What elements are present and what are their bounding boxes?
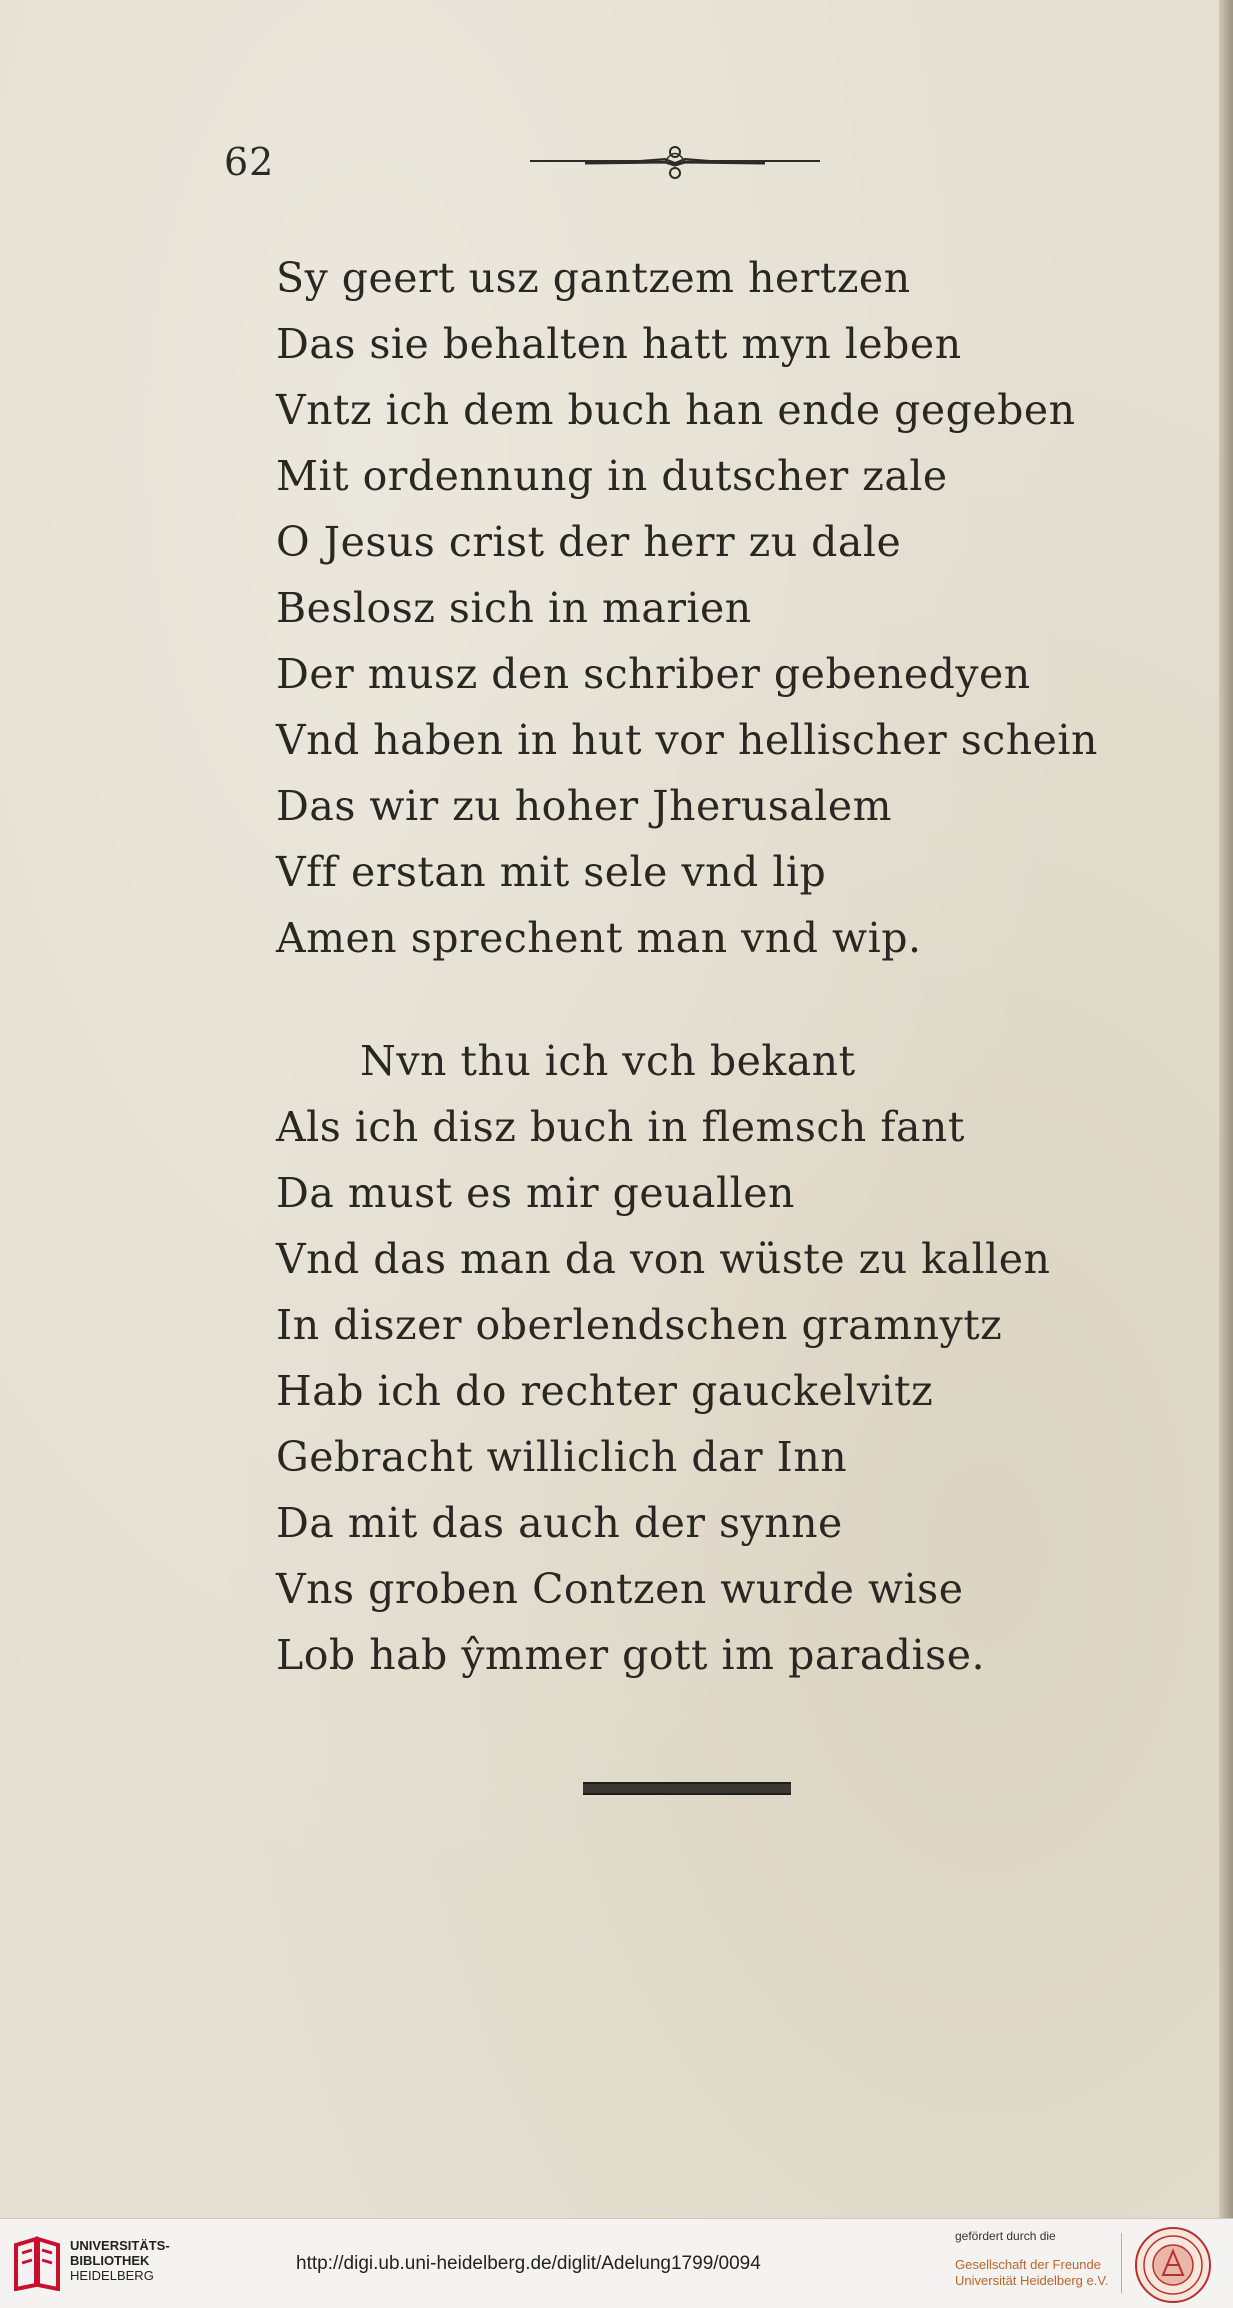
page-edge: [1219, 0, 1233, 2218]
verse-line: Amen sprechent man vnd wip.: [276, 914, 922, 962]
verse-line: Vff erstan mit sele vnd lip: [276, 848, 827, 896]
sponsor-line1: Gesellschaft der Freunde: [955, 2257, 1101, 2272]
verse-line: Vns groben Contzen wurde wise: [276, 1565, 964, 1613]
verse-line: Lob hab ŷmmer gott im paradise.: [276, 1631, 985, 1679]
verse-line: Da mit das auch der synne: [276, 1499, 843, 1547]
sponsor-line2: Universität Heidelberg e.V.: [955, 2273, 1109, 2288]
library-name-line3: HEIDELBERG: [70, 2268, 154, 2283]
scroll-ornament-icon: [525, 140, 825, 190]
verse-line: Hab ich do rechter gauckelvitz: [276, 1367, 934, 1415]
digitization-footer: [0, 2218, 1233, 2308]
verse-line: Der musz den schriber gebenedyen: [276, 650, 1031, 698]
footer-divider: [1121, 2233, 1122, 2293]
sponsor-name[interactable]: [955, 2257, 1108, 2289]
page-number: 62: [224, 140, 275, 184]
verse-line: Das wir zu hoher Jherusalem: [276, 782, 893, 830]
permalink-url[interactable]: http://digi.ub.uni-heidelberg.de/diglit/Adelung1799/0094: [296, 2253, 761, 2274]
sponsor-label: gefördert durch die: [955, 2229, 1056, 2243]
verse-line: Vnd das man da von wüste zu kallen: [276, 1235, 1051, 1283]
verse-line: Das sie behalten hatt myn leben: [276, 320, 962, 368]
verse-line: Gebracht williclich dar Inn: [276, 1433, 848, 1481]
verse-line: Vntz ich dem buch han ende gegeben: [276, 386, 1076, 434]
university-seal-icon: [1133, 2225, 1213, 2305]
verse-stanza-1: [276, 245, 1176, 971]
end-rule: [583, 1782, 791, 1795]
verse-line: Sy geert usz gantzem hertzen: [276, 254, 911, 302]
verse-line: Beslosz sich in marien: [276, 584, 752, 632]
verse-line: Da must es mir geuallen: [276, 1169, 795, 1217]
library-name-line1: UNIVERSITÄTS-: [70, 2238, 170, 2253]
verse-line: Vnd haben in hut vor hellischer schein: [276, 716, 1098, 764]
verse-line: Als ich disz buch in flemsch fant: [276, 1103, 965, 1151]
verse-line: In diszer oberlendschen gramnytz: [276, 1301, 1003, 1349]
ub-book-logo-icon[interactable]: [12, 2235, 62, 2291]
library-name-line2: BIBLIOTHEK: [70, 2253, 150, 2268]
verse-line: O Jesus crist der herr zu dale: [276, 518, 902, 566]
verse-line: Mit ordennung in dutscher zale: [276, 452, 948, 500]
verse-stanza-2: [276, 1028, 1176, 1688]
verse-line: Nvn thu ich vch bekant: [360, 1037, 856, 1085]
library-name[interactable]: [70, 2238, 170, 2283]
